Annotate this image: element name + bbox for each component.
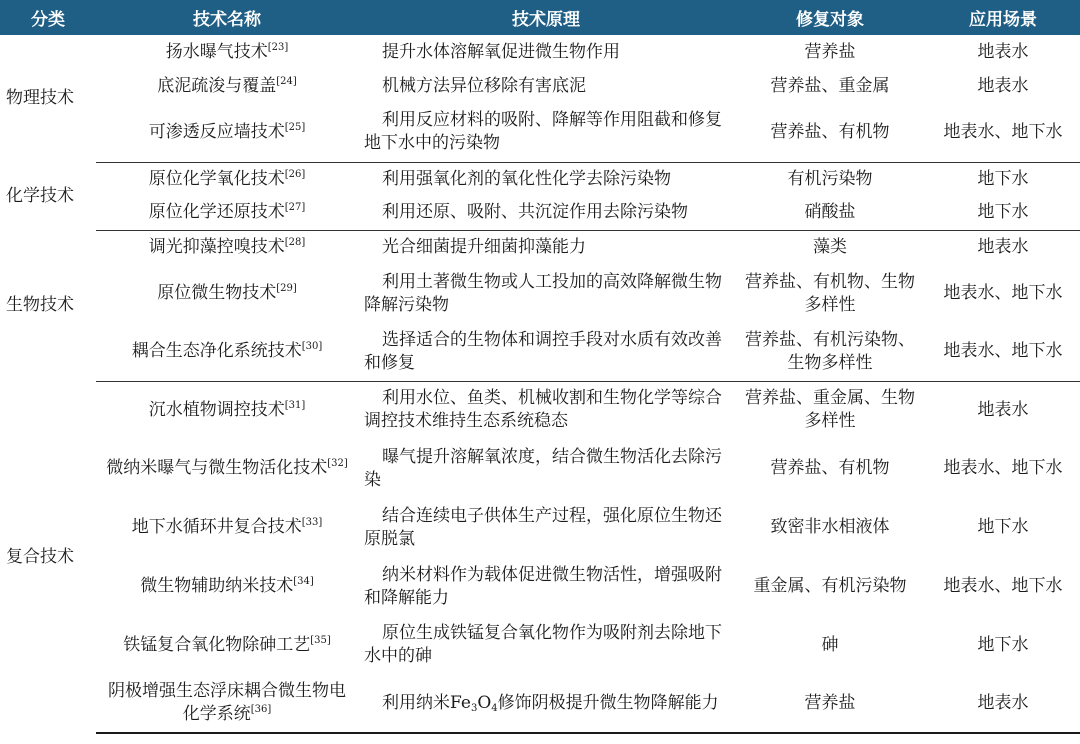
application-scene: 地表水 [926,674,1080,733]
header-principle: 技术原理 [358,0,734,35]
table-row [0,381,1080,439]
header-name: 技术名称 [96,0,358,35]
category-biological: 生物技术 [6,295,74,315]
remediation-target: 营养盐 [734,674,926,733]
application-scene: 地表水、地下水 [926,323,1080,381]
application-scene: 地表水、地下水 [926,103,1080,162]
header-scene: 应用场景 [926,0,1080,35]
table-row [0,35,1080,69]
tech-principle: 利用反应材料的吸附、降解等作用阻截和修复地下水中的污染物 [358,103,734,162]
tech-name: 铁锰复合氧化物除砷工艺[35] [123,634,331,655]
application-scene: 地表水 [977,41,1029,62]
tech-principle: 原位生成铁锰复合氧化物作为吸附剂去除地下水中的砷 [364,623,722,666]
remediation-target: 有机污染物 [787,168,873,189]
remediation-target: 硝酸盐 [734,196,926,230]
tech-name: 调光抑藻控嗅技术[28] [148,236,306,257]
table-row [0,103,1080,162]
tech-name: 沉水植物调控技术[31] [148,399,306,420]
tech-principle: 结合连续电子供体生产过程，强化原位生物还原脱氯 [364,505,722,549]
application-scene: 地表水 [977,236,1029,257]
remediation-target: 重金属、有机污染物 [753,576,907,596]
tech-principle: 利用纳米$Fe_3O_4$修饰阴极提升微生物降解能力 [358,674,734,733]
application-scene: 地表水、地下水 [943,283,1063,303]
tech-name: 原位化学还原技术[27] [96,196,358,230]
category-composite: 复合技术 [6,546,74,567]
remediation-target: 营养盐、重金属、生物多样性 [745,388,915,432]
application-scene: 地表水、地下水 [943,576,1063,596]
tech-principle: 纳米材料作为载体促进微生物活性，增强吸附和降解能力 [364,564,722,608]
tech-principle: 利用强氧化剂的氧化性化学去除污染物 [382,168,671,189]
table-row [0,674,1080,733]
table-row [0,616,1080,674]
tech-name: 可渗透反应墙技术[25] [96,103,358,162]
table-row [0,498,1080,557]
table-row [0,439,1080,498]
category-physical: 物理技术 [6,88,74,108]
remediation-target: 营养盐、有机物、生物多样性 [745,271,915,315]
remediation-target: 营养盐 [804,41,856,62]
remediation-target: 营养盐、有机物 [734,103,926,162]
table-row [0,162,1080,196]
header-row [0,0,1080,35]
tech-principle: 机械方法异位移除有害底泥 [382,75,586,96]
header-target: 修复对象 [734,0,926,35]
tech-principle: 提升水体溶解氧促进微生物作用 [382,41,620,62]
tech-principle: 曝气提升溶解氧浓度，结合微生物活化去除污染 [364,446,722,490]
tech-name: 原位微生物技术[29] [157,283,297,303]
application-scene: 地下水 [977,517,1029,537]
table-row [0,230,1080,264]
table-row [0,557,1080,616]
remediation-target: 砷 [821,634,839,655]
category-chemical: 化学技术 [6,185,74,206]
tech-name: 耦合生态净化系统技术[30] [96,323,358,381]
tech-name: 微纳米曝气与微生物活化技术[32] [106,458,348,478]
tech-name: 扬水曝气技术[23] [165,41,289,62]
tech-principle: 光合细菌提升细菌抑藻能力 [382,236,586,257]
application-scene: 地下水 [926,196,1080,230]
application-scene: 地表水 [977,399,1029,420]
tech-principle: 选择适合的生物体和调控手段对水质有效改善和修复 [358,323,734,381]
header-category: 分类 [0,0,96,35]
application-scene: 地下水 [977,634,1029,655]
tech-principle: 利用土著微生物或人工投加的高效降解微生物降解污染物 [364,271,722,315]
tech-name: 微生物辅助纳米技术[34] [140,576,314,596]
table-row [0,264,1080,323]
table-row [0,323,1080,381]
table-row [0,69,1080,103]
application-scene: 地表水 [977,75,1029,96]
tech-name: 阴极增强生态浮床耦合微生物电化学系统[36] [96,674,358,733]
remediation-target: 营养盐、有机污染物、生物多样性 [734,323,926,381]
application-scene: 地下水 [977,168,1029,189]
tech-principle: 利用还原、吸附、共沉淀作用去除污染物 [358,196,734,230]
remediation-target: 藻类 [813,236,847,257]
tech-principle: 利用水位、鱼类、机械收割和生物化学等综合调控技术维持生态系统稳态 [364,388,722,432]
application-scene: 地表水、地下水 [943,458,1063,478]
tech-name: 原位化学氧化技术[26] [148,168,306,189]
remediation-target: 营养盐、重金属 [770,75,890,96]
remediation-target: 营养盐、有机物 [770,458,890,478]
table-row [0,196,1080,230]
remediation-target: 致密非水相液体 [770,517,890,537]
tech-name: 地下水循环井复合技术[33] [131,517,323,537]
tech-name: 底泥疏浚与覆盖[24] [157,75,297,96]
